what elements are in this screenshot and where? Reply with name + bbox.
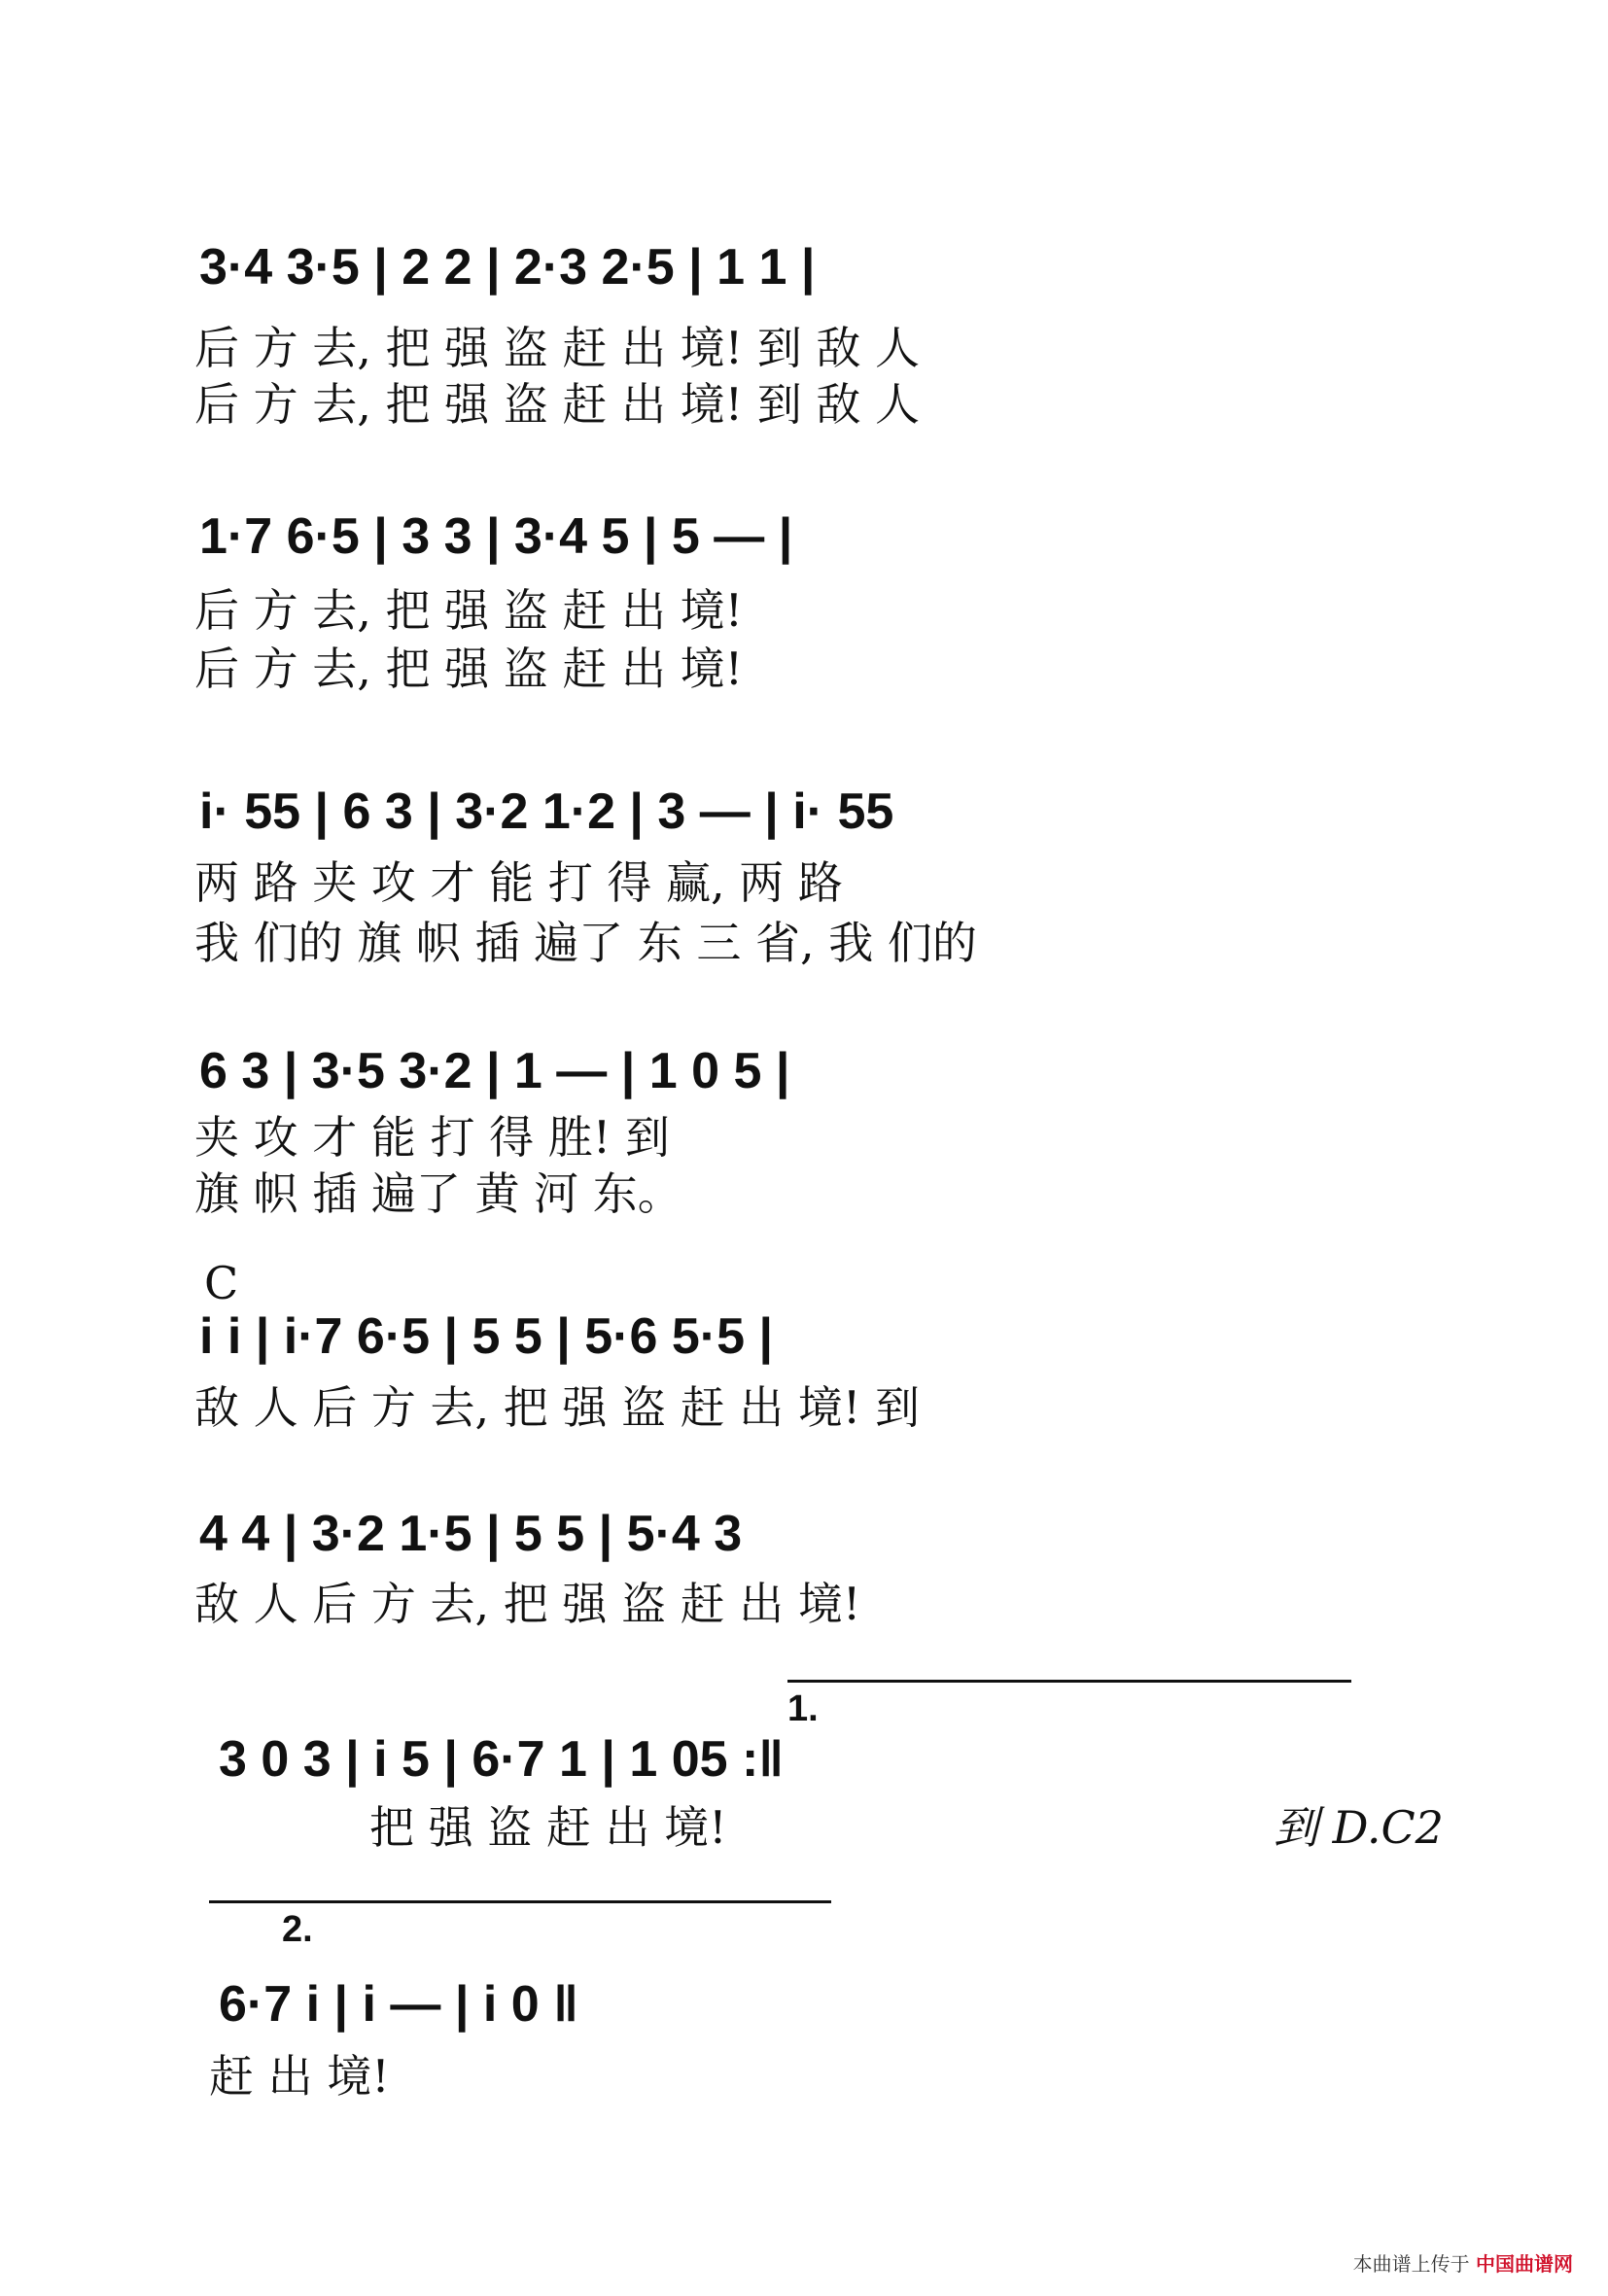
volta-2-bracket (209, 1900, 831, 1903)
lyric-line-2b: 后 方 去, 把 强 盗 赶 出 境! (194, 643, 744, 695)
dc-direction: 到 D.C2 (1274, 1801, 1444, 1854)
lyric-line-3b: 我 们的 旗 帜 插 遍了 东 三 省, 我 们的 (194, 917, 977, 969)
lyric-line-1b: 后 方 去, 把 强 盗 赶 出 境! 到 敌 人 (194, 378, 920, 431)
notation-line-1: 3·4 3·5 | 2 2 | 2·3 2·5 | 1 1 | (199, 239, 816, 296)
notation-line-2: 1·7 6·5 | 3 3 | 3·4 5 | 5 — | (199, 508, 793, 565)
upload-credit (1353, 2248, 1573, 2277)
volta-1-label: 1. (787, 1688, 819, 1729)
lyric-line-8: 赶 出 境! (209, 2050, 390, 2103)
lyric-line-4b: 旗 帜 插 遍了 黄 河 东。 (194, 1167, 682, 1220)
notation-line-8: 6·7 i | i — | i 0 ‖ (219, 1976, 578, 2033)
notation-line-7: 3 0 3 | i 5 | 6·7 1 | 1 05 :‖ (219, 1731, 785, 1788)
volta-1-bracket (787, 1680, 1351, 1683)
upload-credit-prefix: 本曲谱上传于 (1352, 2252, 1470, 2276)
lyric-line-1a: 后 方 去, 把 强 盗 赶 出 境! 到 敌 人 (194, 322, 920, 374)
lyric-line-2a: 后 方 去, 把 强 盗 赶 出 境! (194, 584, 744, 637)
notation-line-4: 6 3 | 3·5 3·2 | 1 — | 1 0 5 | (199, 1043, 790, 1099)
lyric-line-6: 敌 人 后 方 去, 把 强 盗 赶 出 境! (194, 1578, 861, 1630)
notation-line-3: i· 55 | 6 3 | 3·2 1·2 | 3 — | i· 55 (199, 783, 894, 840)
section-mark-c: C (204, 1257, 239, 1309)
lyric-line-5: 敌 人 后 方 去, 把 强 盗 赶 出 境! 到 (194, 1381, 920, 1434)
notation-line-6: 4 4 | 3·2 1·5 | 5 5 | 5·4 3 (199, 1506, 743, 1562)
lyric-line-4a: 夹 攻 才 能 打 得 胜! 到 (194, 1111, 670, 1164)
notation-line-5: i i | i·7 6·5 | 5 5 | 5·6 5·5 | (199, 1308, 774, 1365)
site-brand: 中国曲谱网 (1476, 2252, 1573, 2276)
lyric-line-7: 把 强 盗 赶 出 境! (369, 1801, 727, 1854)
lyric-line-3a: 两 路 夹 攻 才 能 打 得 赢, 两 路 (194, 856, 843, 909)
volta-2-label: 2. (282, 1909, 313, 1950)
